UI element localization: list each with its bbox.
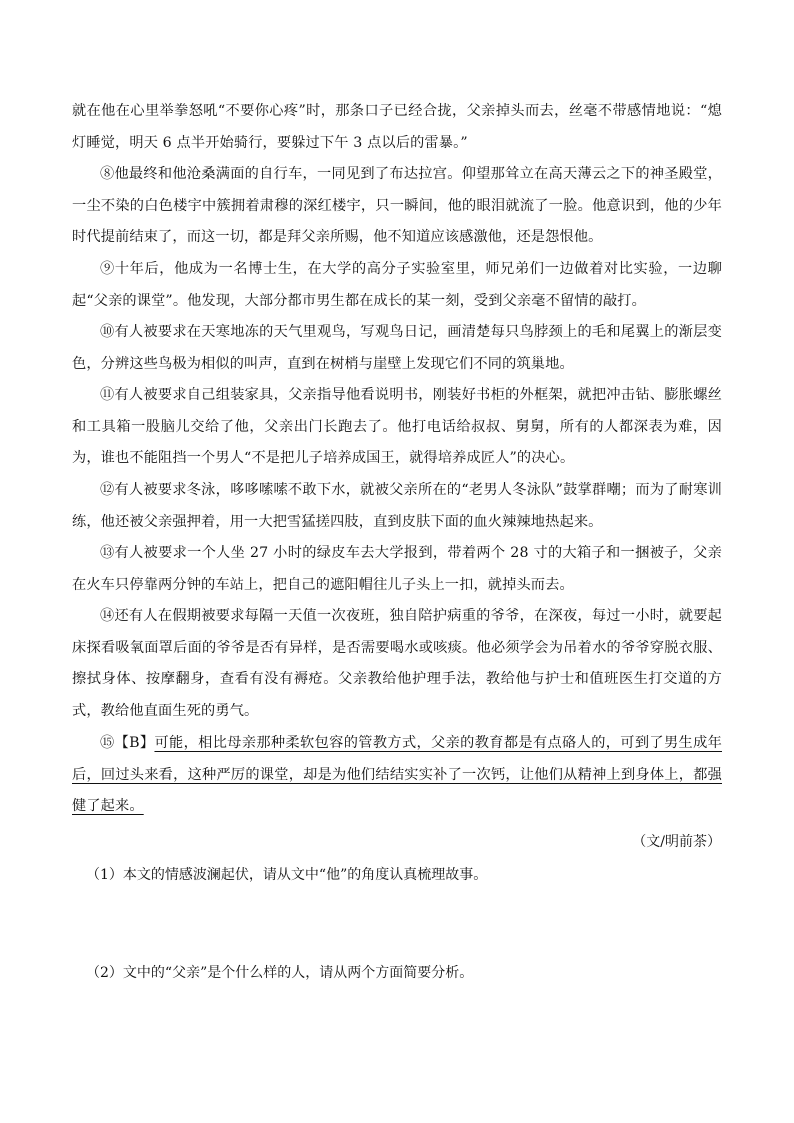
paragraph-14: ⑭还有人在假期被要求每隔一天值一次夜班，独自陪护病重的爷爷，在深夜，每过一小时，就要起床探看吸氧面罩后面的爷爷是否有异样，是否需要喝水或咳痰。他必须学会为吊着水的爷爷穿脱衣服、擦拭身体、按摩翻身，查看有没有褥疮。父亲教给他护理手法，教给他与护士和值班医生打交道的方式，教给他直面生死的勇气。 xyxy=(72,608,722,719)
paragraph-continued: 就在他在心里举拳怒吼“不要你心疼”时，那条口子已经合拢，父亲掉头而去，丝毫不带感情地说：“熄灯睡觉，明天 6 点半开始骑行，要躲过下午 3 点以后的雷暴。” xyxy=(72,103,722,151)
paragraph-9: ⑨十年后，他成为一名博士生，在大学的高分子实验室里，师兄弟们一边做着对比实验，一边聊起“父亲的课堂”。他发现，大部分都市男生都在成长的某一刻，受到父亲毫不留情的敲打。 xyxy=(72,261,722,309)
paragraph-11: ⑪有人被要求自己组装家具，父亲指导他看说明书，刚装好书柜的外框架，就把冲击钻、膨胀螺丝和工具箱一股脑儿交给了他，父亲出门长跑去了。他打电话给叔叔、舅舅，所有的人都深表为难，因为，谁也不能阻挡一个男人“不是把儿子培养成国王，就得培养成匠人”的决心。 xyxy=(72,387,722,466)
paragraph-8: ⑧他最终和他沧桑满面的自行车，一同见到了布达拉宫。仰望那耸立在高天薄云之下的神圣殿堂，一尘不染的白色楼宇中簇拥着肃穆的深红楼宇，只一瞬间，他的眼泪就流了一脸。他意识到，他的少年时代提前结束了，而这一切，都是拜父亲所赐，他不知道应该感激他，还是怨恨他。 xyxy=(72,166,722,245)
paragraph-12: ⑫有人被要求冬泳，哆哆嗦嗦不敢下水，就被父亲所在的“老男人冬泳队”鼓掌群嘲；而为了耐寒训练，他还被父亲强押着，用一大把雪猛搓四肢，直到皮肤下面的血火辣辣地热起来。 xyxy=(72,482,722,530)
paragraph-13: ⑬有人被要求一个人坐 27 小时的绿皮车去大学报到，带着两个 28 寸的大箱子和一捆被子，父亲在火车只停靠两分钟的车站上，把自己的遮阳帽往儿子头上一扣，就掉头而去。 xyxy=(72,545,722,593)
author-credit: （文/明前茶） xyxy=(632,834,721,850)
paragraph-15 xyxy=(72,728,722,823)
underlined-sentence-b: 可能，相比母亲那种柔软包容的管教方式，父亲的教育都是有点硌人的，可到了男生成年后，回过头来看，这种严厉的课堂，却是为他们结结实实补了一次钙，让他们从精神上到身体上，都强健了起来。 xyxy=(72,735,722,814)
paragraph-10: ⑩有人被要求在天寒地冻的天气里观鸟，写观鸟日记，画清楚每只鸟脖颈上的毛和尾翼上的渐层变色，分辨这些鸟极为相似的叫声，直到在树梢与崖壁上发现它们不同的筑巢地。 xyxy=(72,324,722,372)
question-2: （2）文中的“父亲”是个什么样的人，请从两个方面简要分析。 xyxy=(86,965,474,981)
question-1: （1）本文的情感波澜起伏，请从文中“他”的角度认真梳理故事。 xyxy=(86,867,488,883)
paragraph-15-marker: ⑮【B】 xyxy=(100,735,155,751)
